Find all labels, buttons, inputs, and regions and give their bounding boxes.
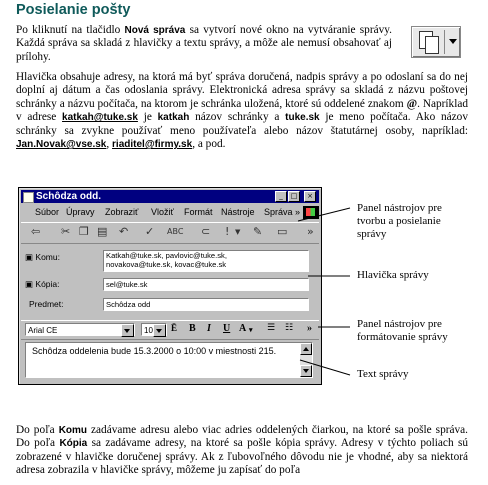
to-value-line: novakova@tuke.sk, kovac@tuke.sk [106,260,227,269]
spelling-icon[interactable]: ABC [167,227,184,236]
address-book-icon[interactable]: ▣ [25,279,34,289]
example-email: riaditel@firmy.sk [112,139,193,151]
page-title: Posielanie pošty [16,2,131,18]
underline-icon[interactable]: U [223,323,231,334]
undo-icon[interactable]: ↶ [119,225,129,238]
text: Po kliknutí na tlačidlo [16,24,125,36]
chevron-down-icon[interactable]: ▾ [249,326,253,334]
numbering-icon[interactable]: ☰ [267,323,276,333]
to-value-line: Katkah@tuke.sk, pavlovic@tuke.sk, [106,251,227,260]
more-icon[interactable]: » [307,225,314,238]
text: je [137,111,158,124]
maximize-button[interactable]: □ [288,191,300,202]
text: , a pod. [192,138,226,151]
cut-icon[interactable]: ✂ [61,225,71,238]
body-text: Schôdza oddelenia bude 15.3.2000 o 10:00 v miestnosti 215. [32,346,277,356]
send-icon[interactable]: ⇦ [31,225,41,238]
bold-icon[interactable]: B [189,323,196,334]
header-annotation: Hlavička správy [357,269,429,281]
close-button[interactable]: × [304,191,316,202]
text: zadávame adresu alebo viac adries oddelených čiarkou, na ktoré sa pošle správa. Do poľa [16,424,468,450]
attach-icon[interactable]: ⊂ [201,225,211,238]
font-value: Arial CE [28,326,58,335]
text: . Napríklad v adrese [16,97,468,124]
bullets-icon[interactable]: ☷ [285,323,294,333]
text-annotation: Text správy [357,368,409,380]
font-color-icon[interactable]: A [239,323,247,334]
menu-view[interactable]: Zobraziť [105,207,139,217]
toolbar-annotation: Panel nástrojov pre tvorbu a posielanie správy [357,202,442,240]
style-icon[interactable]: Ē [171,323,178,333]
format-annotation: Panel nástrojov pre formátovanie správy [357,318,448,343]
sign-icon[interactable]: ✎ [253,225,263,238]
computer-name: tuke.sk [285,112,320,124]
at-sign: @ [406,97,418,110]
menu-tools[interactable]: Nástroje [221,207,255,217]
to-term: Komu [58,425,88,436]
paste-icon[interactable]: ▤ [97,225,108,238]
to-label-text: Komu: [35,252,60,262]
check-names-icon[interactable]: ✓ [145,225,155,238]
text: Do poľa [16,424,59,436]
mailbox-name: katkah [157,112,190,124]
text-pointer [300,360,350,375]
menu-format[interactable]: Formát [184,207,213,217]
subject-field[interactable]: Schôdza odd [103,298,309,311]
menu-insert[interactable]: Vložiť [151,207,174,217]
priority-icon[interactable]: ! [225,225,230,238]
new-message-term: Nová správa [124,25,186,36]
menu-message[interactable]: Správa [264,207,293,217]
encrypt-icon[interactable]: ▭ [277,225,288,238]
text: , [106,138,113,151]
font-size-value: 10 [144,326,153,335]
toolbar-pointer [298,208,350,221]
cc-field[interactable]: sel@tuke.sk [103,278,309,291]
example-email: Jan.Novak@vse.sk [16,139,107,151]
more-icon[interactable]: » [307,323,312,334]
chevron-down-icon[interactable]: ▼ [235,228,241,236]
text: sa vytvorí nové okno na vytváranie správy. Každá správa sa skladá z hlavičky a textu správy, a môže ale nemusí obsahovať aj prílohy. [16,24,392,63]
subject-label: Predmet: [29,299,64,309]
text: sa zadávame adresy, na ktoré sa pošle kópia správy. Adresy v týchto poliach sú zobrazené v hlavičke doručenej správy. Ak z ľubovoľného dôvodu nie je vhodné, aby sa niektorá adresa zobrazila v hlavičke správy, môžeme ju zapísať do poľa [16,437,468,477]
menu-file[interactable]: Súbor [35,207,60,217]
text: názov schránky a [189,111,286,124]
example-address: katkah@tuke.sk [62,112,138,124]
minimize-button[interactable]: _ [275,191,287,202]
cc-term: Kópia [59,438,88,450]
menu-edit[interactable]: Úpravy [66,207,95,217]
text: Hlavička obsahuje adresy, na ktorá má byť správa doručená, nadpis správy a po odoslaní sa do nej doplní aj dátum a čas odoslania správy. Elektronická adresa správy sa skladá z názvu poštovej schránky a názvu počítača, na ktorom je schránka uložená, ktoré sú oddelené znakom [16,71,468,110]
italic-icon[interactable]: I [207,323,211,334]
fields-paragraph [16,424,468,478]
text: je meno počítača. Ako názov schránky sa zvykne používať meno používateľa alebo názov štatutárnej osoby, napríklad: [16,111,468,137]
menu-more[interactable]: » [295,207,301,217]
copy-icon[interactable]: ❐ [79,225,89,238]
cc-label-text: Kópia: [35,279,60,289]
address-book-icon[interactable]: ▣ [25,252,34,262]
window-title: Schôdza odd. [36,191,101,202]
